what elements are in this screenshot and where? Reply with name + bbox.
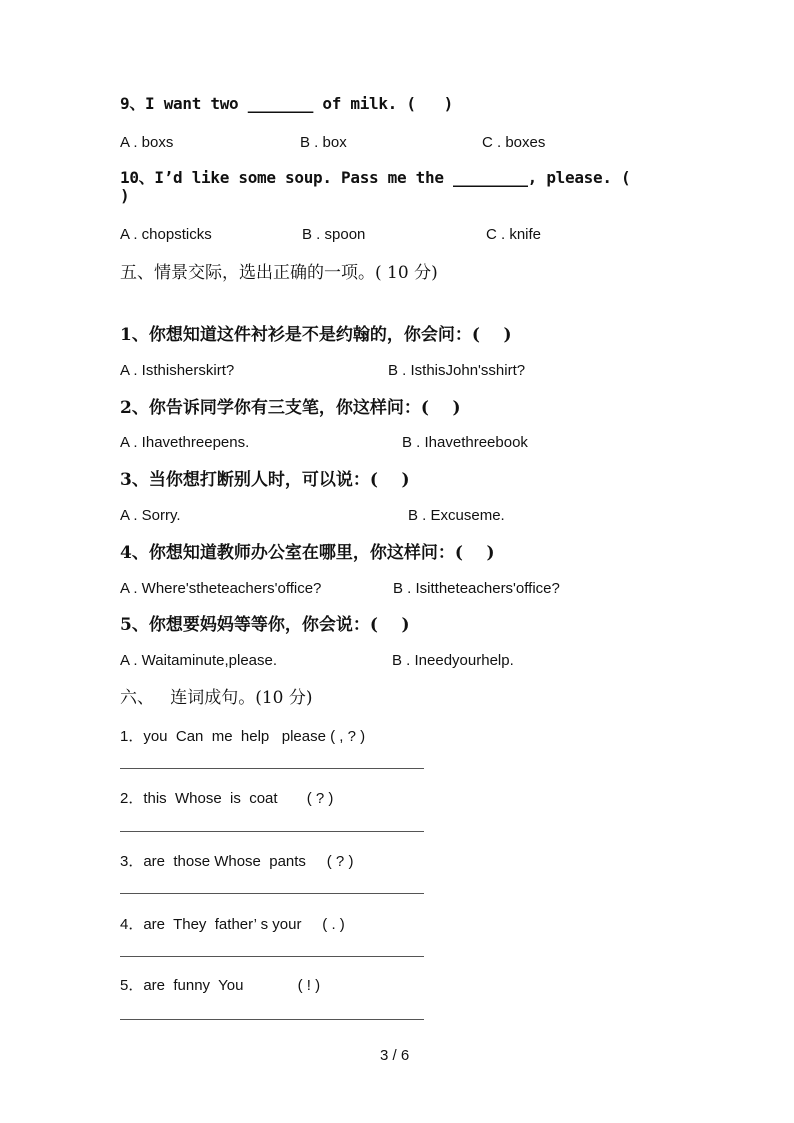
section-6-title: 六、 连词成句。(10 分) <box>120 688 313 708</box>
q10-option-b: B . spoon <box>302 226 366 243</box>
s5-q3-option-a: A . Sorry. <box>120 507 181 524</box>
s5-q3-option-b: B . Excuseme. <box>408 507 505 524</box>
s5-q5-option-b: B . Ineedyourhelp. <box>392 652 514 669</box>
q9-option-b: B . box <box>300 134 347 151</box>
s5-q4-option-b: B . Isittheteachers'office? <box>393 580 560 597</box>
question-9: 9、I want two _______ of milk. ( ) <box>120 94 454 113</box>
s6-item-4: 4．are They father’ s your ( . ) <box>120 916 345 933</box>
question-10: 10、I’d like some soup. Pass me the ________, please. ( <box>120 168 631 187</box>
q10-option-c: C . knife <box>486 226 542 243</box>
q9-option-c: C . boxes <box>482 134 546 151</box>
section-5-title: 五、情景交际，选出正确的一项。( 10 分) <box>120 263 438 283</box>
answer-line-1[interactable] <box>120 768 424 769</box>
q9-option-a: A . boxs <box>120 134 174 151</box>
s6-item-1: 1．you Can me help please ( , ? ) <box>120 728 366 745</box>
s5-question-2: 2、你告诉同学你有三支笔，你这样问：( ) <box>120 398 461 418</box>
page-number: 3 / 6 <box>380 1047 410 1064</box>
s5-question-3: 3、当你想打断别人时，可以说：( ) <box>120 470 410 490</box>
s6-item-3: 3．are those Whose pants ( ? ) <box>120 853 354 870</box>
question-10-continued: ) <box>120 186 130 205</box>
answer-line-5[interactable] <box>120 1019 424 1020</box>
s5-question-4: 4、你想知道教师办公室在哪里，你这样问：( ) <box>120 543 495 563</box>
s5-question-5: 5、你想要妈妈等等你，你会说：( ) <box>120 615 410 635</box>
s5-question-1: 1、你想知道这件衬衫是不是约翰的，你会问：( ) <box>120 325 512 345</box>
s5-q1-option-b: B . IsthisJohn'sshirt? <box>388 362 526 379</box>
answer-line-2[interactable] <box>120 831 424 832</box>
s6-item-2: 2．this Whose is coat ( ? ) <box>120 790 334 807</box>
s5-q2-option-a: A . Ihavethreepens. <box>120 434 250 451</box>
q10-option-a: A . chopsticks <box>120 226 212 243</box>
s5-q1-option-a: A . Isthisherskirt? <box>120 362 235 379</box>
answer-line-4[interactable] <box>120 956 424 957</box>
s5-q5-option-a: A . Waitaminute,please. <box>120 652 278 669</box>
s5-q4-option-a: A . Where'stheteachers'office? <box>120 580 322 597</box>
s6-item-5: 5．are funny You ( ! ) <box>120 977 321 994</box>
answer-line-3[interactable] <box>120 893 424 894</box>
s5-q2-option-b: B . Ihavethreebook <box>402 434 528 451</box>
